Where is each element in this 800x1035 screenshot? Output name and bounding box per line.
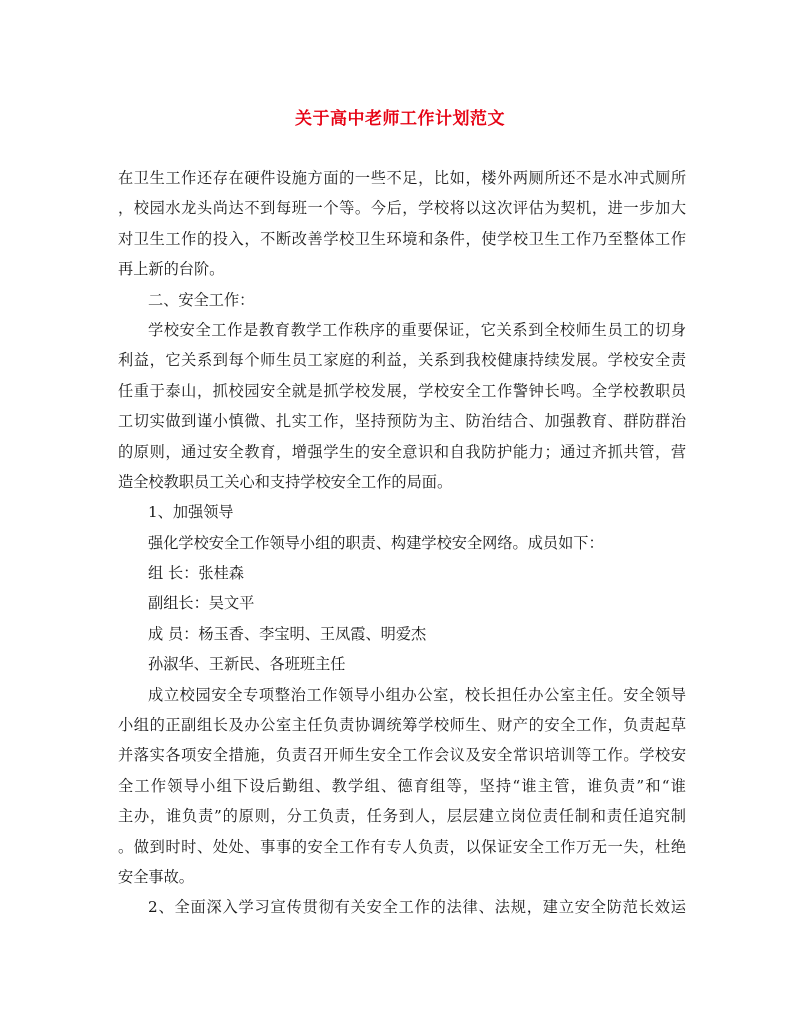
paragraph-line: 并落实各项安全措施，负责召开师生安全工作会议及安全常识培训等工作。学校安 (118, 746, 686, 765)
paragraph-line: 再上新的台阶。 (118, 260, 225, 279)
paragraph-line: 任重于泰山，抓校园安全就是抓学校发展，学校安全工作警钟长鸣。全学校教职员 (118, 381, 686, 400)
paragraph-line: 安全事故。 (118, 867, 194, 886)
paragraph-line: 副组长：吴文平 (148, 594, 255, 613)
paragraph-line: 小组的正副组长及办公室主任负责协调统筹学校师生、财产的安全工作，负责起草 (118, 716, 686, 735)
paragraph-line: 组 长：张桂森 (148, 564, 244, 583)
paragraph-line: ，校园水龙头尚达不到每班一个等。今后，学校将以这次评估为契机，进一步加大 (118, 199, 686, 218)
paragraph-line: 学校安全工作是教育教学工作秩序的重要保证，它关系到全校师生员工的切身 (148, 320, 686, 339)
paragraph-line: 全工作领导小组下设后勤组、教学组、德育组等，坚持“谁主管，谁负责”和“谁 (118, 776, 686, 795)
paragraph-line: 。做到时时、处处、事事的安全工作有专人负责，以保证安全工作万无一失，杜绝 (118, 837, 686, 856)
paragraph-line: 1、加强领导 (148, 503, 234, 522)
paragraph-line: 成立校园安全专项整治工作领导小组办公室，校长担任办公室主任。安全领导 (148, 685, 686, 704)
paragraph-line: 利益，它关系到每个师生员工家庭的利益，关系到我校健康持续发展。学校安全责 (118, 351, 686, 370)
paragraph-line: 主办，谁负责”的原则，分工负责，任务到人，层层建立岗位责任制和责任追究制 (118, 807, 686, 826)
paragraph-line: 工切实做到谨小慎微、扎实工作，坚持预防为主、防治结合、加强教育、群防群治 (118, 412, 686, 431)
document-title: 关于高中老师工作计划范文 (295, 109, 505, 129)
paragraph-line: 二、安全工作： (148, 290, 255, 309)
paragraph-line: 孙淑华、王新民、各班班主任 (148, 655, 346, 674)
paragraph-line: 在卫生工作还存在硬件设施方面的一些不足，比如，楼外两厕所还不是水冲式厕所 (118, 169, 686, 187)
paragraph-line: 造全校教职员工关心和支持学校安全工作的局面。 (118, 472, 453, 491)
document-body (118, 163, 686, 923)
paragraph-line: 对卫生工作的投入，不断改善学校卫生环境和条件，使学校卫生工作乃至整体工作 (118, 229, 686, 248)
paragraph-line: 成 员：杨玉香、李宝明、王凤霞、明爱杰 (148, 624, 427, 643)
paragraph-line: 的原则，通过安全教育，增强学生的安全意识和自我防护能力；通过齐抓共管，营 (118, 442, 686, 461)
paragraph-line: 强化学校安全工作领导小组的职责、构建学校安全网络。成员如下： (148, 533, 604, 552)
paragraph-line: 2、全面深入学习宣传贯彻有关安全工作的法律、法规，建立安全防范长效运 (148, 898, 686, 917)
